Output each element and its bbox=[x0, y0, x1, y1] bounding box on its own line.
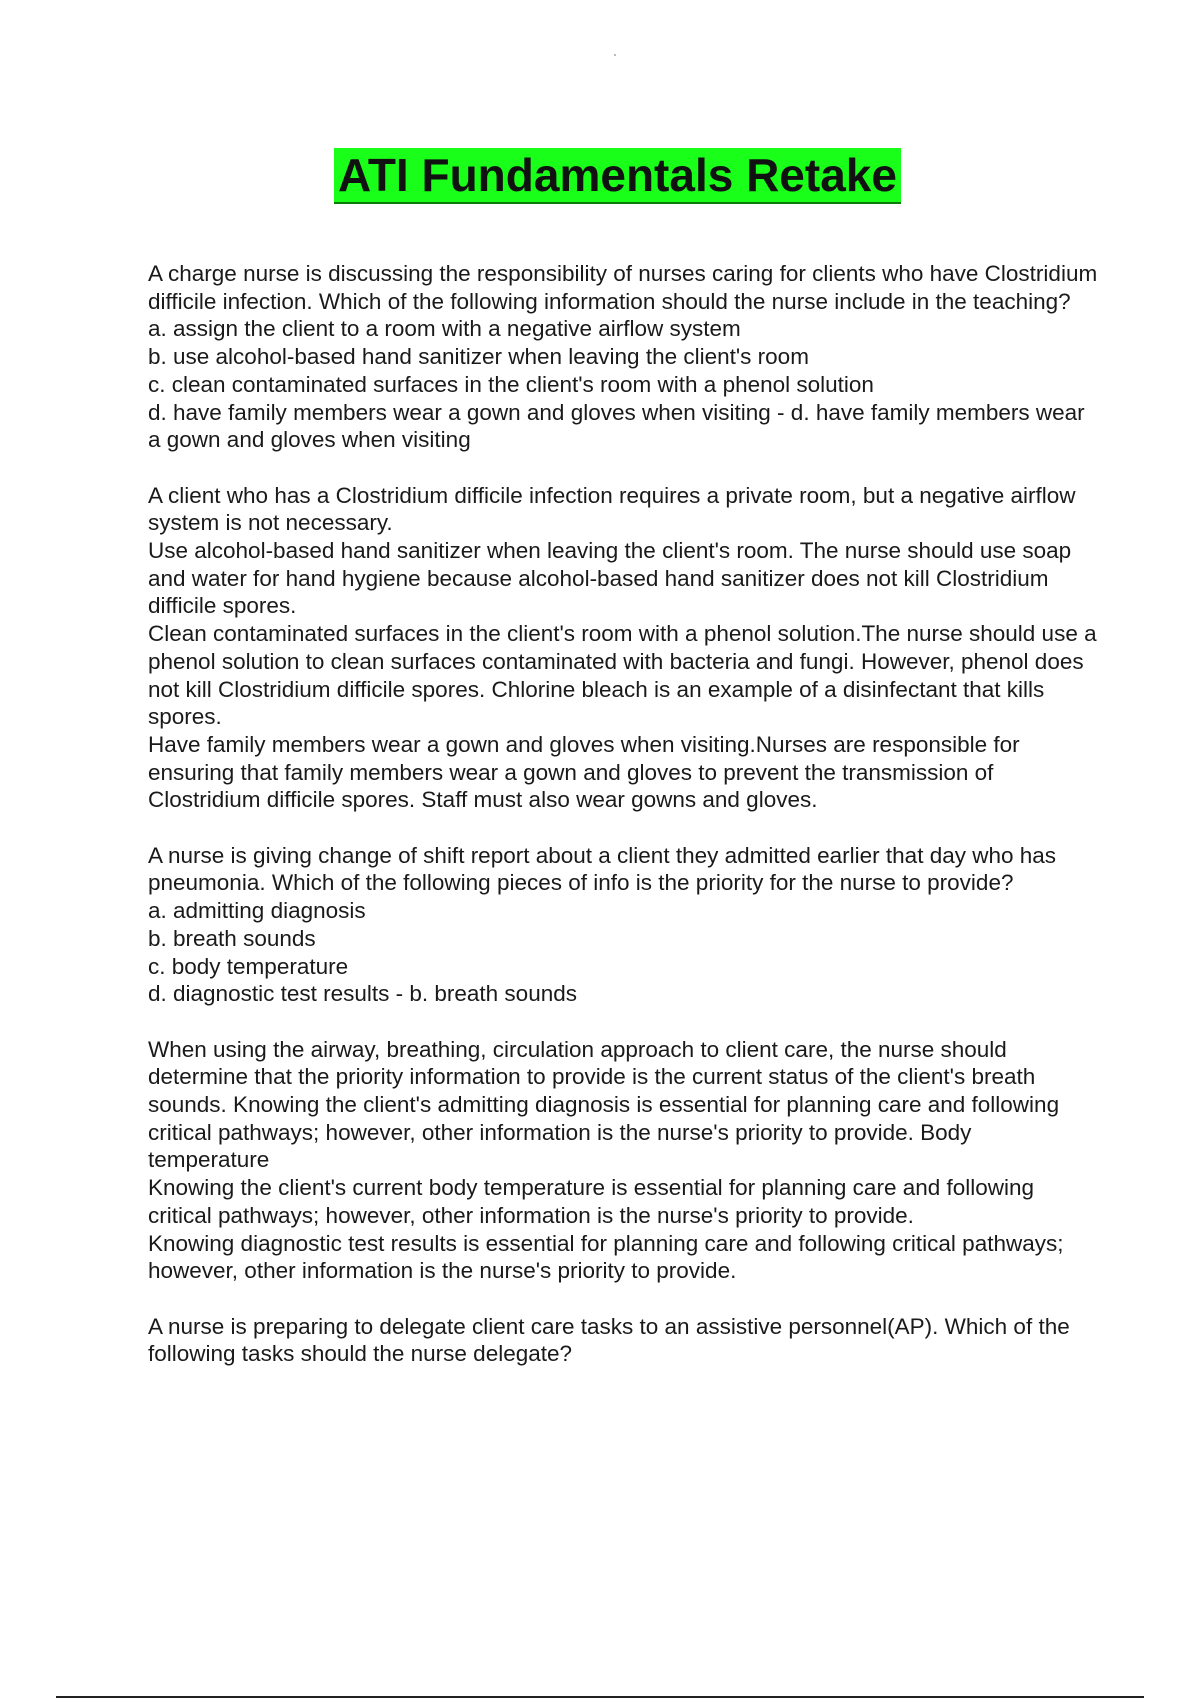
question-text: A charge nurse is discussing the responsibility of nurses caring for clients who have Clostridium difficile infection. Which of the following information should the nurse include in the teaching? bbox=[148, 261, 1098, 314]
answer-option-a: a. assign the client to a room with a negative airflow system bbox=[148, 316, 741, 342]
rationale-paragraph: A client who has a Clostridium difficile infection requires a private room, but a negative airflow system is not necessary. bbox=[148, 482, 1076, 536]
question-text: A nurse is giving change of shift report about a client they admitted earlier that day who has pneumonia. Which of the following pieces of info is the priority for the nurse to provide? bbox=[148, 842, 1057, 896]
answer-option-a: a. admitting diagnosis bbox=[148, 898, 366, 924]
question-block-1 bbox=[148, 260, 1098, 454]
question-block-2 bbox=[148, 842, 1098, 1008]
document-title: ATI Fundamentals Retake bbox=[334, 148, 901, 204]
rationale-paragraph: Knowing the client's current body temperature is essential for planning care and following critical pathways; however, other information is the nurse's priority to provide. bbox=[148, 1175, 1035, 1228]
page-mark bbox=[614, 54, 616, 56]
answer-option-b: b. use alcohol-based hand sanitizer when leaving the client's room bbox=[148, 344, 809, 370]
answer-option-d: d. diagnostic test results - b. breath sounds bbox=[148, 981, 577, 1007]
answer-option-b: b. breath sounds bbox=[148, 925, 316, 951]
answer-option-c: c. clean contaminated surfaces in the client's room with a phenol solution bbox=[148, 371, 874, 397]
rationale-paragraph: Knowing diagnostic test results is essential for planning care and following critical pathways; however, other information is the nurse's priority to provide. bbox=[148, 1230, 1064, 1284]
rationale-block-2 bbox=[148, 1036, 1098, 1285]
rationale-paragraph: When using the airway, breathing, circulation approach to client care, the nurse should determine that the priority information to provide is the current status of the client's breath sounds. Knowing the client's admitting diagnosis is essential for planning care and following critical pathways; however, other information is the nurse's priority to provide. Body temperature bbox=[148, 1036, 1060, 1173]
answer-option-c: c. body temperature bbox=[148, 953, 349, 979]
rationale-paragraph: Clean contaminated surfaces in the client's room with a phenol solution.The nurse should use a phenol solution to clean surfaces contaminated with bacteria and fungi. However, phenol does not kill Clostridium difficile spores. Chlorine bleach is an example of a disinfectant that kills spores. bbox=[148, 621, 1097, 730]
question-block-3 bbox=[148, 1313, 1098, 1368]
question-text: A nurse is preparing to delegate client care tasks to an assistive personnel(AP). Which of the following tasks should the nurse delegate? bbox=[148, 1313, 1070, 1367]
page-bottom-rule bbox=[56, 1696, 1144, 1698]
document-body bbox=[148, 260, 1098, 1396]
rationale-paragraph: Use alcohol-based hand sanitizer when leaving the client's room. The nurse should use soap and water for hand hygiene because alcohol-based hand sanitizer does not kill Clostridium difficile spores. bbox=[148, 538, 1072, 619]
title-wrapper bbox=[0, 148, 1200, 204]
answer-option-d: d. have family members wear a gown and gloves when visiting - d. have family members wear a gown and gloves when visiting bbox=[148, 399, 1085, 453]
rationale-block-1 bbox=[148, 482, 1098, 814]
rationale-paragraph: Have family members wear a gown and gloves when visiting.Nurses are responsible for ensuring that family members wear a gown and gloves to prevent the transmission of Clostridium difficile spores. Staff must also wear gowns and gloves. bbox=[148, 731, 1020, 813]
